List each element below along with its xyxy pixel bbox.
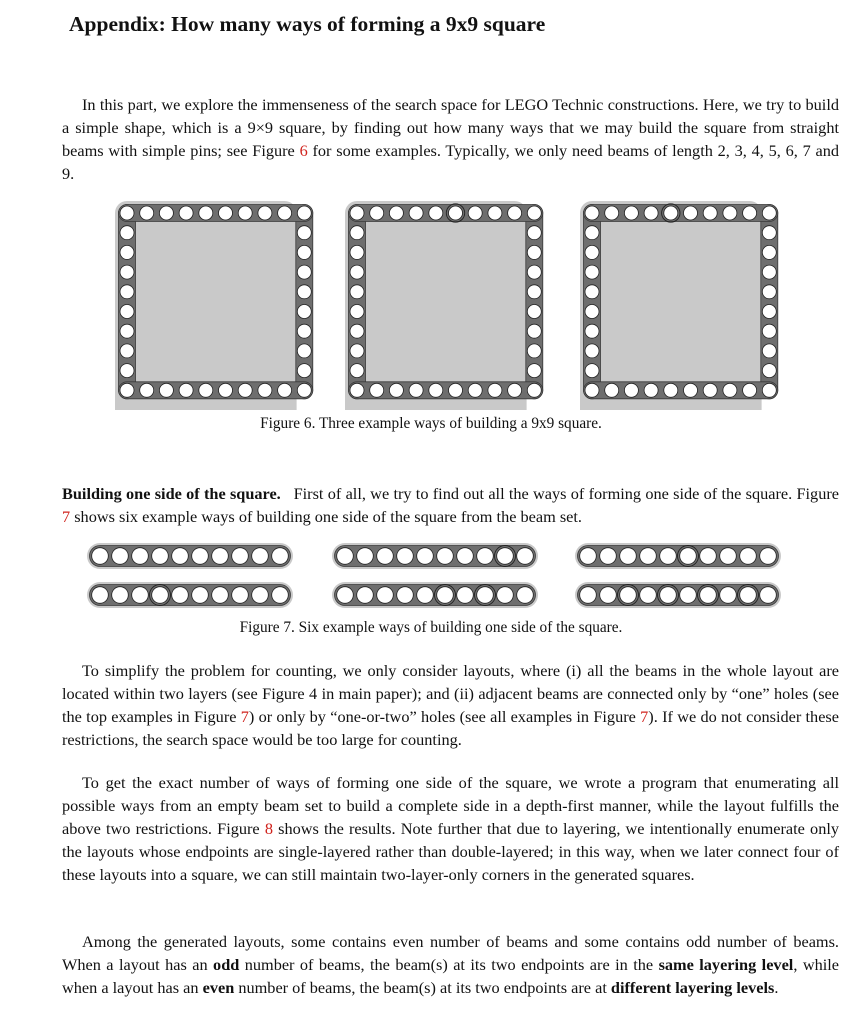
beam-hole [449, 206, 463, 220]
beam-hole [112, 548, 129, 565]
beam-hole [120, 206, 134, 220]
beam-hole [660, 548, 677, 565]
beam-hole [212, 587, 229, 604]
beam-hole [159, 383, 173, 397]
beam-hole [192, 548, 209, 565]
beam-hole [700, 587, 717, 604]
beam-hole [278, 206, 292, 220]
different-layering-emphasis: different layering levels [610, 978, 775, 997]
beam-hole [762, 324, 776, 338]
beam-hole [527, 265, 541, 279]
beam-hole [152, 587, 169, 604]
beam-hole [517, 587, 534, 604]
beam-hole [585, 324, 599, 338]
beam-hole [140, 383, 154, 397]
beam-hole [624, 206, 638, 220]
side-section-paragraph: Building one side of the square. First of all, we try to find out all the ways of forming one side of the square. Figure 7 shows six example ways of building one side of the square from the beam set. [62, 484, 839, 526]
beam-hole [429, 383, 443, 397]
beam-hole [238, 383, 252, 397]
beam-hole [477, 587, 494, 604]
beam-hole [120, 245, 134, 259]
beam-hole [258, 206, 272, 220]
beam-hole [120, 364, 134, 378]
beam-hole [457, 587, 474, 604]
beam-hole [585, 206, 599, 220]
figure-6-caption: Figure 6. Three example ways of building a 9x9 square. [260, 415, 602, 432]
beam-hole [350, 324, 364, 338]
beam-hole [232, 587, 249, 604]
beam-hole [370, 383, 384, 397]
beam-hole [624, 383, 638, 397]
beam-hole [350, 245, 364, 259]
beam-hole [297, 305, 311, 319]
odd-emphasis: odd [213, 955, 240, 974]
generated-paragraph: Among the generated layouts, some contains even number of beams and some contains odd number of beams. When a layout has an odd number of beams, the beam(s) at its two endpoints are in the same layering level, while when a layout has an even number of beams, the beam(s) at its two endpoints are at different layering levels. [62, 932, 840, 997]
beam-hole [740, 548, 757, 565]
beam-hole [700, 548, 717, 565]
beam-hole [585, 226, 599, 240]
beam-hole [350, 285, 364, 299]
beam-hole [585, 245, 599, 259]
beam-hole [457, 548, 474, 565]
beam-hole [397, 587, 414, 604]
beam-hole [468, 206, 482, 220]
beam-hole [389, 383, 403, 397]
beam-hole [762, 206, 776, 220]
beam-hole [437, 548, 454, 565]
beam-hole [497, 548, 514, 565]
beam-hole [238, 206, 252, 220]
beam-hole [297, 383, 311, 397]
beam-hole [120, 344, 134, 358]
beam-hole [357, 548, 374, 565]
beam-hole [429, 206, 443, 220]
beam-hole [120, 305, 134, 319]
beam-hole [762, 265, 776, 279]
beam-hole [92, 587, 109, 604]
beam-hole [297, 285, 311, 299]
beam-hole [92, 548, 109, 565]
beam-hole [684, 206, 698, 220]
side-section-heading: Building one side of the square. [62, 484, 281, 503]
beam-hole [397, 548, 414, 565]
beam-hole [680, 587, 697, 604]
beam-hole [580, 587, 597, 604]
beam-hole [297, 245, 311, 259]
beam-hole [272, 548, 289, 565]
beam-hole [762, 305, 776, 319]
beam-hole [219, 206, 233, 220]
beam-hole [199, 206, 213, 220]
beam-hole [172, 587, 189, 604]
beam-hole [585, 305, 599, 319]
beam-hole [377, 587, 394, 604]
intro-paragraph: In this part, we explore the immenseness of the search space for LEGO Technic constructions. Here, we try to build a simple shape, which is a 9×9 square, by finding out how many ways that we may build the square from straight beams with simple pins; see Figure 6 for some examples. Typically, we only need beams of length 2, 3, 4, 5, 6, 7 and 9. [62, 95, 839, 183]
square-backing [345, 201, 527, 410]
beam-hole [152, 548, 169, 565]
beam-hole [527, 245, 541, 259]
beam-hole [660, 587, 677, 604]
beam-hole [219, 383, 233, 397]
beam-hole [468, 383, 482, 397]
beam-hole [580, 548, 597, 565]
beam-hole [350, 383, 364, 397]
beam-hole [278, 383, 292, 397]
even-emphasis: even [202, 978, 235, 997]
beam-hole [437, 587, 454, 604]
beam-hole [409, 383, 423, 397]
beam-hole [762, 383, 776, 397]
beam-hole [644, 206, 658, 220]
beam-hole [120, 226, 134, 240]
beam-hole [680, 548, 697, 565]
beam-hole [297, 324, 311, 338]
beam-hole [644, 383, 658, 397]
beam-hole [527, 285, 541, 299]
figure-7-sides [0, 540, 862, 615]
beam-hole [527, 344, 541, 358]
beam-hole [132, 548, 149, 565]
appendix-title [69, 12, 545, 37]
beam-hole [527, 364, 541, 378]
beam-hole [605, 206, 619, 220]
beam-hole [377, 548, 394, 565]
beam-hole [664, 206, 678, 220]
beam-hole [140, 206, 154, 220]
beam-hole [762, 285, 776, 299]
beam-hole [640, 587, 657, 604]
beam-hole [120, 383, 134, 397]
beam-hole [743, 383, 757, 397]
beam-hole [497, 587, 514, 604]
beam-hole [199, 383, 213, 397]
beam-hole [723, 383, 737, 397]
beam-hole [760, 548, 777, 565]
beam-hole [120, 265, 134, 279]
beam-hole [389, 206, 403, 220]
figure-7-link[interactable]: 7 [62, 507, 71, 526]
beam-hole [350, 226, 364, 240]
beam-hole [350, 344, 364, 358]
beam-hole [664, 383, 678, 397]
beam-hole [132, 587, 149, 604]
beam-hole [605, 383, 619, 397]
beam-hole [112, 587, 129, 604]
beam-hole [120, 324, 134, 338]
beam-hole [409, 206, 423, 220]
beam-hole [297, 364, 311, 378]
beam-hole [620, 587, 637, 604]
beam-hole [527, 305, 541, 319]
beam-hole [252, 548, 269, 565]
title-text: How many ways of forming a 9x9 square [171, 12, 546, 36]
beam-hole [585, 364, 599, 378]
same-layering-emphasis: same layering level [658, 955, 794, 974]
beam-hole [297, 226, 311, 240]
beam-hole [762, 344, 776, 358]
beam-hole [720, 587, 737, 604]
figure-6-link[interactable]: 6 [299, 141, 308, 160]
beam-hole [417, 548, 434, 565]
figure-7-caption: Figure 7. Six example ways of building one side of the square. [239, 619, 623, 636]
beam-hole [488, 383, 502, 397]
beam-hole [357, 587, 374, 604]
beam-hole [527, 206, 541, 220]
beam-hole [527, 324, 541, 338]
simplify-paragraph: To simplify the problem for counting, we only consider layouts, where (i) all the beams in the whole layout are located within two layers (see Figure 4 in main paper); and (ii) adjacent beams are connected only by “one” holes (see the top examples in Figure 7) or only by “one-or-two” holes (see all examples in Figure 7). If we do not consider these restrictions, the search space would be too large for counting. [62, 661, 839, 749]
beam-hole [297, 206, 311, 220]
beam-hole [337, 548, 354, 565]
beam-hole [723, 206, 737, 220]
beam-hole [370, 206, 384, 220]
beam-hole [337, 587, 354, 604]
beam-hole [600, 548, 617, 565]
beam-hole [585, 344, 599, 358]
beam-hole [350, 206, 364, 220]
beam-hole [743, 206, 757, 220]
beam-hole [232, 548, 249, 565]
beam-hole [508, 206, 522, 220]
square-backing [580, 201, 762, 410]
figure-8-link[interactable]: 8 [264, 819, 273, 838]
beam-hole [703, 383, 717, 397]
beam-hole [740, 587, 757, 604]
beam-hole [297, 344, 311, 358]
beam-hole [517, 548, 534, 565]
beam-hole [350, 265, 364, 279]
figure-7-link-3[interactable]: 7 [640, 707, 649, 726]
beam-hole [703, 206, 717, 220]
beam-hole [258, 383, 272, 397]
beam-hole [720, 548, 737, 565]
beam-hole [272, 587, 289, 604]
beam-hole [527, 383, 541, 397]
beam-hole [684, 383, 698, 397]
beam-hole [350, 364, 364, 378]
beam-hole [159, 206, 173, 220]
beam-hole [179, 383, 193, 397]
beam-hole [585, 285, 599, 299]
beam-hole [508, 383, 522, 397]
figure-7-link-2[interactable]: 7 [240, 707, 249, 726]
enumerate-paragraph: To get the exact number of ways of forming one side of the square, we wrote a program that enumerating all possible ways from an empty beam set to build a complete side in a depth-first manner, while the layout fulfills the above two restrictions. Figure 8 shows the results. Note further that due to layering, we intentionally enumerate only the layouts whose endpoints are single-layered rather than double-layered; in this way, when we later connect four of these layouts into a square, we can still maintain two-layer-only corners in the generated squares. [62, 773, 839, 884]
beam-hole [640, 548, 657, 565]
square-backing [115, 201, 297, 410]
beam-hole [762, 364, 776, 378]
beam-hole [488, 206, 502, 220]
beam-hole [212, 548, 229, 565]
beam-hole [762, 226, 776, 240]
beam-hole [179, 206, 193, 220]
beam-hole [350, 305, 364, 319]
title-prefix: Appendix: [69, 12, 166, 36]
beam-hole [600, 587, 617, 604]
beam-hole [585, 265, 599, 279]
beam-hole [120, 285, 134, 299]
beam-hole [172, 548, 189, 565]
beam-hole [760, 587, 777, 604]
beam-hole [620, 548, 637, 565]
beam-hole [297, 265, 311, 279]
beam-hole [477, 548, 494, 565]
beam-hole [585, 383, 599, 397]
beam-hole [192, 587, 209, 604]
beam-hole [417, 587, 434, 604]
beam-hole [449, 383, 463, 397]
beam-hole [762, 245, 776, 259]
beam-hole [527, 226, 541, 240]
figure-6-squares [0, 200, 862, 410]
beam-hole [252, 587, 269, 604]
